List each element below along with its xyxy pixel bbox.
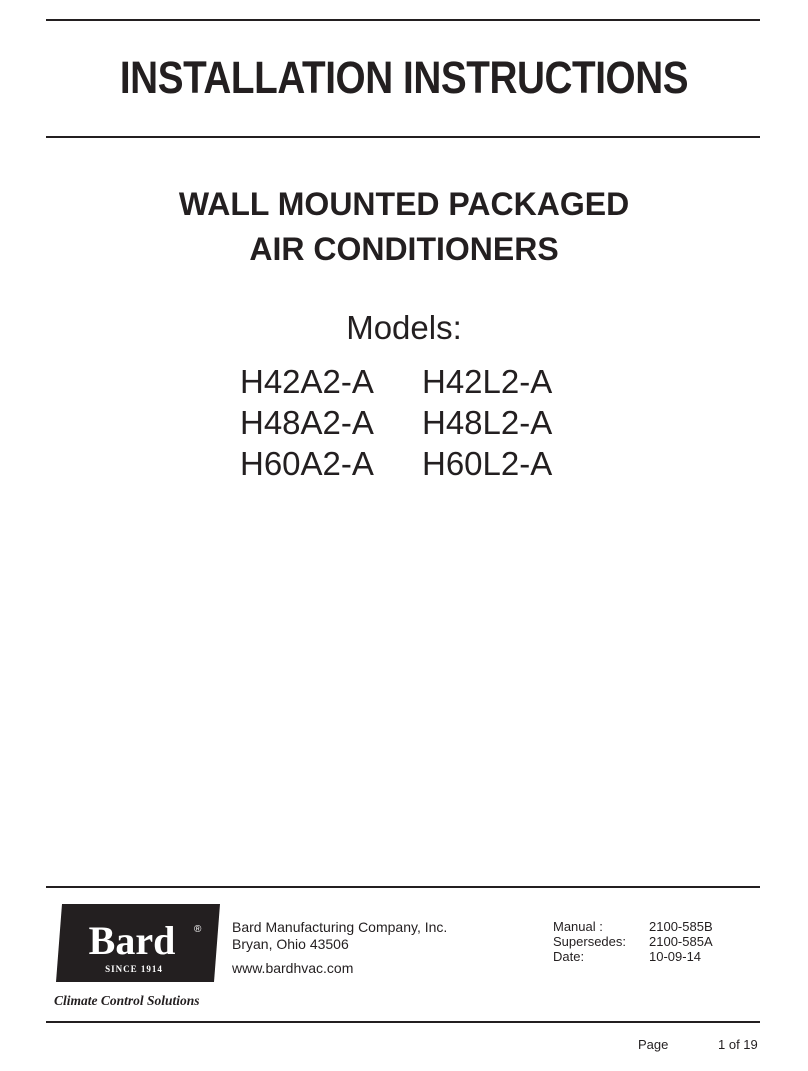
model-number: H42L2-A — [422, 363, 553, 400]
product-title-line2: AIR CONDITIONERS — [249, 231, 559, 267]
models-heading: Models: — [346, 309, 462, 346]
footer-top-rule — [46, 886, 760, 888]
model-number: H42A2-A — [240, 363, 374, 400]
page-number: 1 of 19 — [718, 1037, 758, 1052]
model-number: H48A2-A — [240, 404, 374, 441]
logo-since-text: SINCE 1914 — [105, 964, 163, 974]
product-title-line1: WALL MOUNTED PACKAGED — [178, 186, 630, 222]
logo-tagline: Climate Control Solutions — [54, 993, 200, 1008]
manual-label: Manual : — [553, 919, 603, 934]
date-label: Date: — [553, 949, 585, 964]
page-label: Page — [638, 1037, 669, 1052]
document-title: INSTALLATION INSTRUCTIONS — [119, 52, 689, 103]
model-row — [240, 361, 580, 402]
company-website[interactable]: www.bardhvac.com — [232, 960, 354, 976]
supersedes-label: Supersedes: — [553, 934, 626, 949]
title-rule — [46, 136, 760, 138]
logo-brand-text: Bard — [88, 918, 176, 963]
company-address: Bryan, Ohio 43506 — [232, 936, 349, 952]
bard-logo — [54, 902, 224, 1012]
manual-value: 2100-585B — [649, 919, 713, 934]
model-number: H60L2-A — [422, 445, 553, 482]
model-row — [240, 443, 580, 484]
model-number: H48L2-A — [422, 404, 553, 441]
models-list — [240, 361, 580, 484]
supersedes-value: 2100-585A — [649, 934, 713, 949]
model-row — [240, 402, 580, 443]
model-number: H60A2-A — [240, 445, 374, 482]
date-value: 10-09-14 — [649, 949, 702, 964]
logo-registered-mark: ® — [194, 924, 202, 935]
bard-logo-mark — [54, 902, 224, 1012]
top-rule — [46, 19, 760, 21]
footer-bottom-rule — [46, 1021, 760, 1023]
company-name: Bard Manufacturing Company, Inc. — [232, 919, 448, 935]
